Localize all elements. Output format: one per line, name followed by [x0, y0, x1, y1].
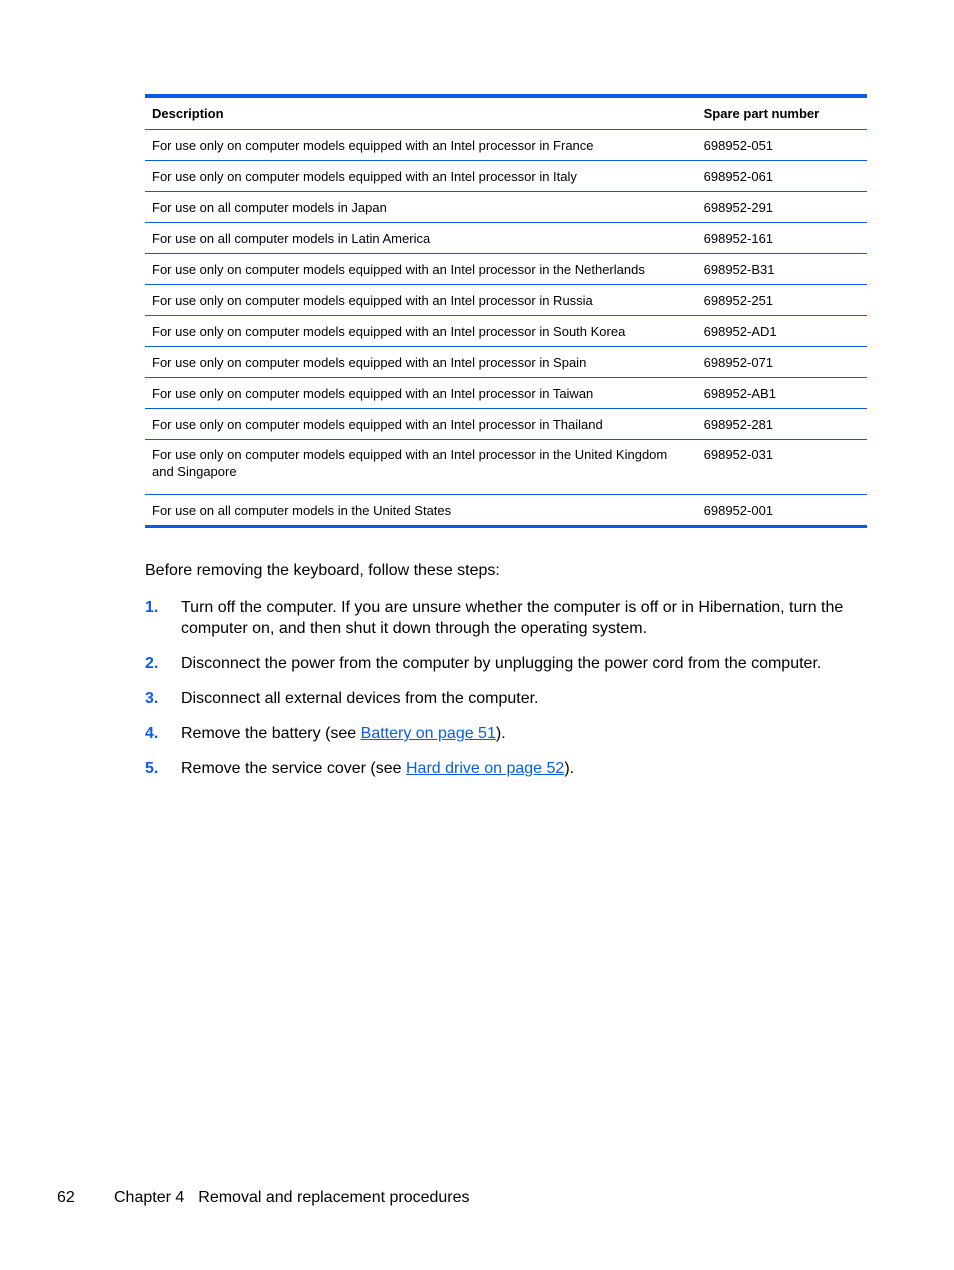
step-item: [145, 597, 845, 639]
chapter-label: Chapter 4: [114, 1189, 185, 1206]
step-number: 2.: [145, 655, 159, 672]
page-footer: [57, 1189, 470, 1207]
row-description: For use only on computer models equipped with an Intel processor in Italy: [145, 161, 697, 192]
table-row: [145, 254, 867, 285]
step-text: Turn off the computer. If you are unsure whether the computer is off or in Hibernation, turn the computer on, and then shut it down through the operating system.: [181, 599, 844, 637]
table-row: [145, 192, 867, 223]
row-part-number: 698952-061: [697, 161, 867, 192]
step-text-after: ).: [564, 760, 575, 777]
row-description: For use on all computer models in Japan: [145, 192, 697, 223]
step-text: [181, 758, 845, 779]
table-row: [145, 409, 867, 440]
step-text: Disconnect the power from the computer by unplugging the power cord from the computer.: [181, 655, 822, 672]
row-description: For use only on computer models equipped with an Intel processor in Spain: [145, 347, 697, 378]
table-row: [145, 161, 867, 192]
table-header-row: [145, 96, 867, 130]
column-header-part-number: Spare part number: [697, 96, 867, 130]
step-item: [145, 653, 845, 674]
spare-parts-table: [145, 94, 867, 528]
step-text-after: ).: [495, 725, 506, 742]
row-part-number: 698952-251: [697, 285, 867, 316]
row-part-number: 698952-001: [703, 502, 774, 518]
step-item: [145, 723, 845, 744]
step-item: [145, 688, 845, 709]
row-description: For use only on computer models equipped with an Intel processor in Russia: [145, 285, 697, 316]
step-text-before: Remove the service cover (see: [181, 760, 406, 777]
step-text-before: Remove the battery (see: [181, 725, 361, 742]
step-number: 4.: [145, 725, 159, 742]
row-part-number: 698952-AD1: [697, 316, 867, 347]
row-part-number: 698952-291: [697, 192, 867, 223]
step-item: [145, 758, 845, 779]
chapter-title: Removal and replacement procedures: [198, 1189, 470, 1206]
table-row: [145, 347, 867, 378]
table-row: [145, 378, 867, 409]
step-text: Disconnect all external devices from the computer.: [181, 690, 539, 707]
row-description: For use only on computer models equipped with an Intel processor in France: [145, 130, 697, 161]
table-row: [145, 495, 867, 527]
column-header-description: Description: [145, 96, 697, 130]
step-number: 1.: [145, 599, 159, 616]
row-part-number: 698952-051: [697, 130, 867, 161]
table-row: [145, 130, 867, 161]
row-part-number: 698952-071: [697, 347, 867, 378]
step-number: 5.: [145, 760, 159, 777]
hard-drive-page-link[interactable]: Hard drive on page 52: [405, 760, 565, 777]
row-part-number: 698952-AB1: [697, 378, 867, 409]
table-row: [145, 440, 867, 495]
row-description: For use only on computer models equipped with an Intel processor in Thailand: [145, 409, 697, 440]
row-description: For use only on computer models equipped with an Intel processor in Taiwan: [145, 378, 697, 409]
row-description: For use on all computer models in the United States: [152, 502, 452, 518]
row-description: For use only on computer models equipped with an Intel processor in South Korea: [145, 316, 697, 347]
row-description: For use only on computer models equipped with an Intel processor in the United Kingdom and Singapore: [145, 440, 697, 495]
steps-list: [145, 597, 845, 793]
battery-page-link[interactable]: Battery on page 51: [360, 725, 496, 742]
table-row: [145, 316, 867, 347]
step-number: 3.: [145, 690, 159, 707]
row-part-number: 698952-161: [697, 223, 867, 254]
table-row: [145, 285, 867, 316]
steps-intro: Before removing the keyboard, follow these steps:: [145, 562, 500, 579]
row-description: For use only on computer models equipped with an Intel processor in the Netherlands: [145, 254, 697, 285]
table-row: [145, 223, 867, 254]
row-part-number: 698952-281: [697, 409, 867, 440]
row-part-number: 698952-031: [697, 440, 867, 495]
page-number: 62: [57, 1189, 75, 1206]
row-description: For use on all computer models in Latin America: [145, 223, 697, 254]
row-part-number: 698952-B31: [697, 254, 867, 285]
step-text: [181, 723, 845, 744]
